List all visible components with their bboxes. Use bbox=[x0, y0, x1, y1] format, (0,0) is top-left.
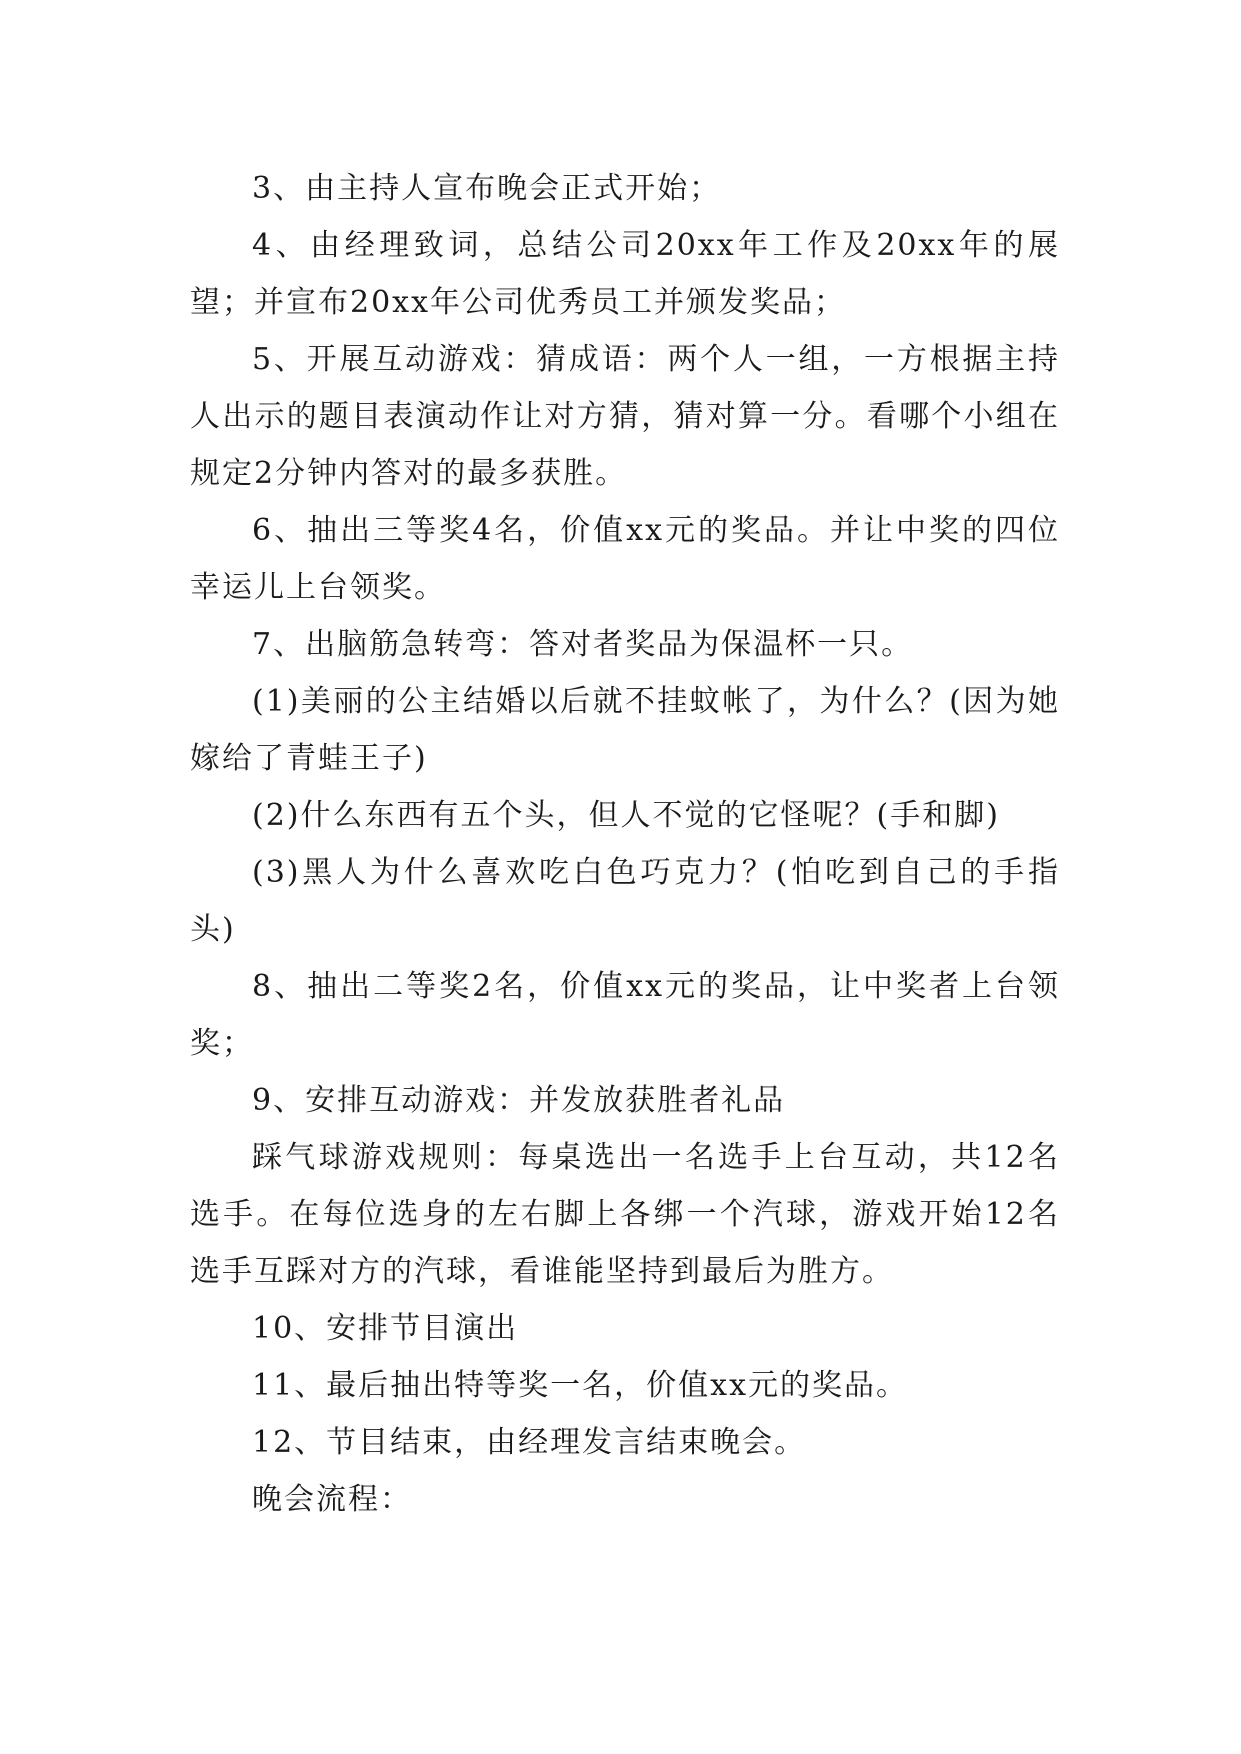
paragraph-step-4: 4、由经理致词，总结公司20xx年工作及20xx年的展望；并宣布20xx年公司优秀员工并颁发奖品； bbox=[190, 228, 1060, 320]
document-body bbox=[190, 160, 1060, 1528]
paragraph-step-3: 3、由主持人宣布晚会正式开始； bbox=[252, 171, 722, 206]
paragraph-step-11: 11、最后抽出特等奖一名，价值xx元的奖品。 bbox=[252, 1368, 909, 1403]
paragraph-step-10: 10、安排节目演出 bbox=[252, 1311, 519, 1346]
paragraph-step-8: 8、抽出二等奖2名，价值xx元的奖品，让中奖者上台领奖； bbox=[190, 969, 1060, 1061]
paragraph-step-9: 9、安排互动游戏：并发放获胜者礼品 bbox=[252, 1083, 786, 1118]
paragraph-step-12: 12、节目结束，由经理发言结束晚会。 bbox=[252, 1425, 807, 1460]
paragraph-party-flow-heading: 晚会流程： bbox=[252, 1482, 412, 1517]
paragraph-step-7: 7、出脑筋急转弯：答对者奖品为保温杯一只。 bbox=[252, 627, 914, 662]
paragraph-step-5: 5、开展互动游戏：猜成语：两个人一组，一方根据主持人出示的题目表演动作让对方猜，猜对算一分。看哪个小组在规定2分钟内答对的最多获胜。 bbox=[190, 342, 1060, 491]
paragraph-riddle-3: (3)黑人为什么喜欢吃白色巧克力？(怕吃到自己的手指头) bbox=[190, 855, 1060, 947]
paragraph-riddle-1: (1)美丽的公主结婚以后就不挂蚊帐了，为什么？(因为她嫁给了青蛙王子) bbox=[190, 684, 1060, 776]
paragraph-riddle-2: (2)什么东西有五个头，但人不觉的它怪呢？(手和脚) bbox=[252, 798, 1000, 833]
paragraph-balloon-rules: 踩气球游戏规则：每桌选出一名选手上台互动，共12名选手。在每位选身的左右脚上各绑一个汽球，游戏开始12名选手互踩对方的汽球，看谁能坚持到最后为胜方。 bbox=[190, 1140, 1060, 1289]
paragraph-step-6: 6、抽出三等奖4名，价值xx元的奖品。并让中奖的四位幸运儿上台领奖。 bbox=[190, 513, 1060, 605]
